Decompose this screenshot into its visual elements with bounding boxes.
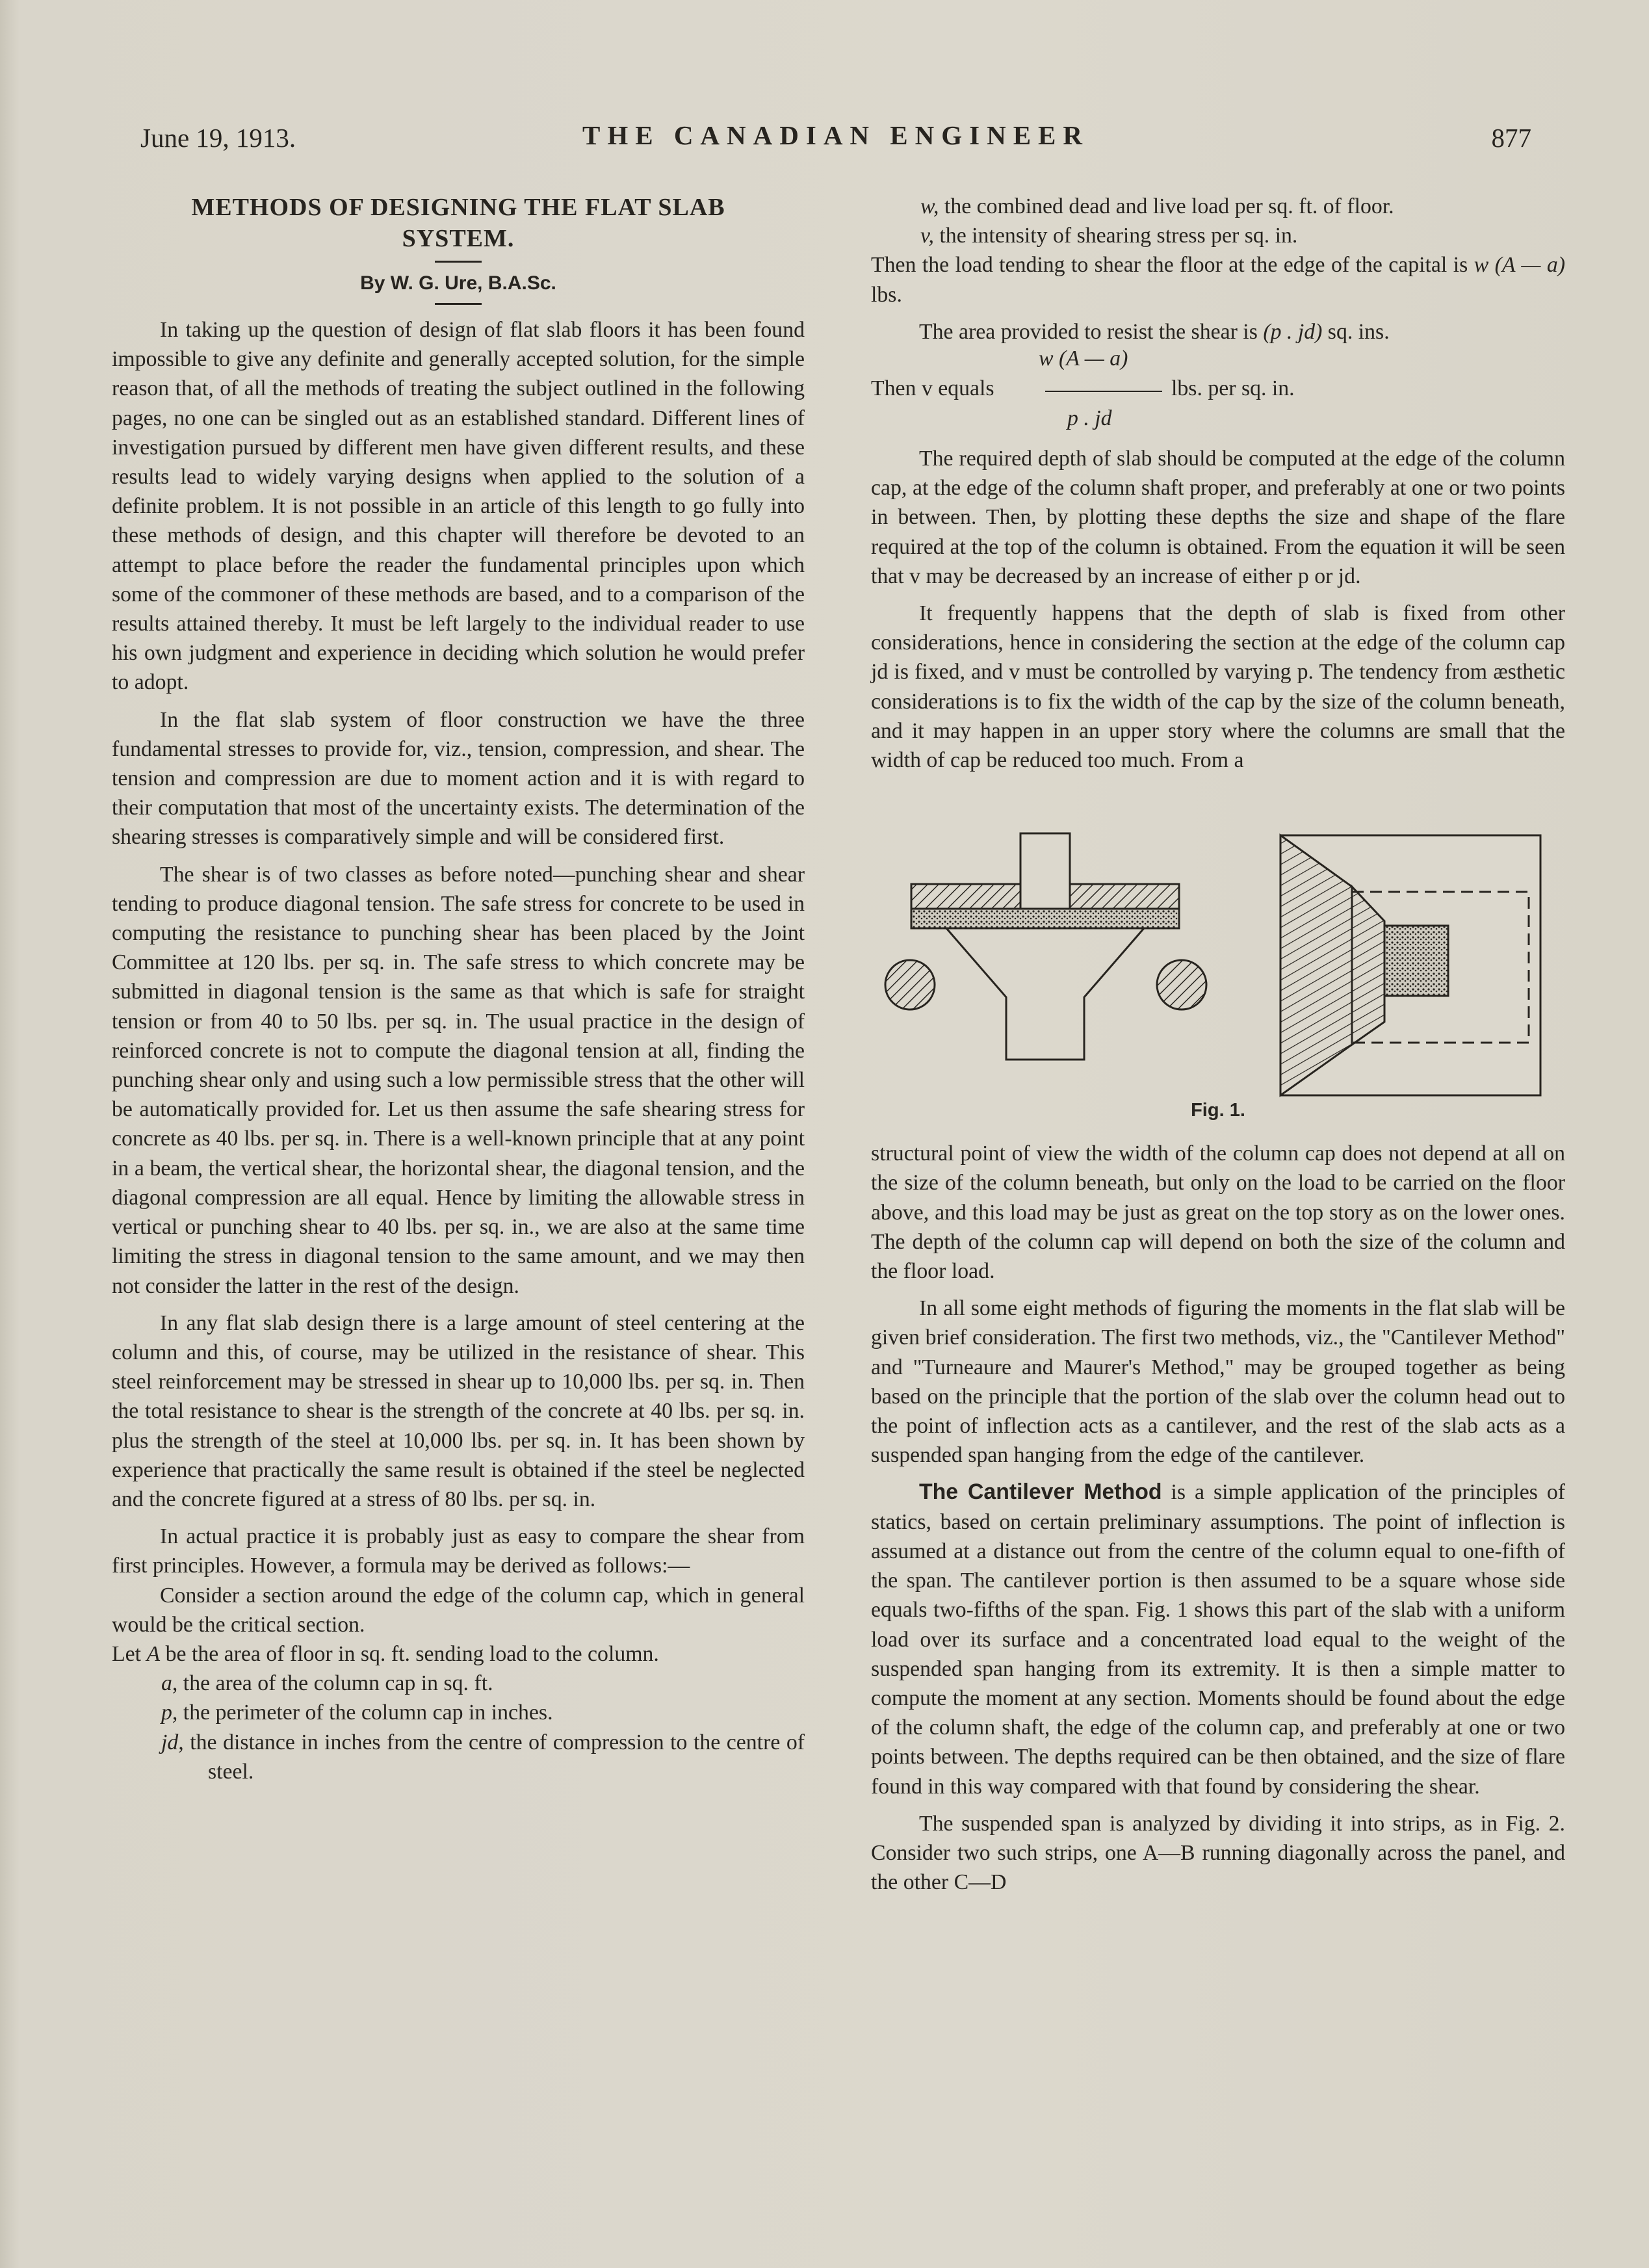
paragraph: In the flat slab system of floor construction we have the three fundamental stresses to provide for, viz., tension, compression, and shear. The tension and compression are due to moment action and it is with regard to their computation that most of the uncertainty exists. The determination of the shearing stresses is comparatively simple and will be considered first. [112,707,805,850]
shear-formula [871,346,1565,436]
def-text: the distance in inches from the centre of compression to the centre of steel. [183,1730,805,1784]
definition-v [871,221,1565,250]
area-text: The area provided to resist the shear is [919,319,1264,344]
load-text: Then the load tending to shear the floor at the edge of the capital is [871,253,1474,278]
fraction-bar [1045,391,1162,392]
byline-rule [435,303,482,305]
issue-date: June 19, 1913. [140,123,296,153]
var-jd: jd, [161,1730,184,1754]
load-formula: w (A — a) [1474,253,1565,278]
load-circle-right [1157,960,1206,1010]
paragraph: In any flat slab design there is a large amount of steel centering at the column and this, of course, may be utilized in the resistance of shear. This steel reinforcement may be stressed in shear up to 10,000 lbs. per sq. in. Then the total resistance to shear is the strength of the concrete at 40 lbs. per sq. in. plus the strength of the steel at 10,000 lbs. per sq. in. It has been shown by experience that practically the same result is obtained if the steel be neglected and the concrete figured at a stress of 80 lbs. per sq. in. [112,1310,805,1511]
paragraph: The required depth of slab should be computed at the edge of the column cap, at the edge of the column shaft proper, and preferably at one or two points in between. Then, by plotting these depths the size and shape of the flare required at the top of the column is obtained. From the equation it will be seen that v may be decreased by an increase of either p or jd. [871,447,1565,588]
plan-view [1280,835,1540,1095]
definition-A [112,1639,805,1669]
def-text: be the area of floor in sq. ft. sending load to the column. [160,1641,659,1666]
paragraph: structural point of view the width of the column cap does not depend at all on the size of the column beneath, but only on the load to be carried on the floor above, and this load may be just as great on the top story as on the lower ones. The depth of the column cap will depend on both the size of the column and the floor load. [871,1141,1565,1284]
var-v: v, [920,224,934,248]
section-heading: The Cantilever Method [919,1479,1162,1505]
definition-jd [112,1728,805,1786]
paragraph: In actual practice it is probably just as easy to compare the shear from first principles. However, a formula may be derived as follows:— [112,1524,805,1578]
area-formula: (p . jd) [1263,319,1323,344]
definition-p [112,1698,805,1727]
slab-hatch-left [911,884,1020,909]
let-prefix: Let [112,1641,147,1666]
load-circle-left [885,960,935,1010]
var-w: w, [920,194,939,218]
definition-a [112,1669,805,1698]
area-unit: sq. ins. [1322,319,1390,344]
paragraph: The suspended span is analyzed by dividing it into strips, as in Fig. 2. Consider two such strips, one A—B running diagonally across the panel, and the other C—D [871,1811,1565,1895]
title-line-1: METHODS OF DESIGNING THE FLAT SLAB [191,194,725,221]
paragraph: The shear is of two classes as before noted—punching shear and shear tending to produce diagonal tension. The safe stress for concrete to be used in computing the resistance to punching shear has been placed by the Joint Committee at 120 lbs. per sq. in. The safe stress to which concrete may be submitted in diagonal tension is the same as that which is safe for straight tension or from 40 to 50 lbs. per sq. in. The usual practice in the design of reinforced concrete is not to compute the diagonal tension at all, finding the punching shear only and using such a low permissible stress that the other will be automatically provided for. Let us then assume the safe shearing stress for concrete as 40 lbs. per sq. in. There is a well-known principle that at any point in a beam, the vertical shear, the horizontal shear, the diagonal tension, and the diagonal compression are all equal. Hence by limiting the allowable stress in vertical or punching shear to 40 lbs. per sq. in., we are also at the same time limiting the stress in diagonal tension to the same amount, and we may then not consider the latter in the rest of the design. [112,862,805,1298]
area-statement [871,317,1565,346]
slab-hatch-right [1070,884,1179,909]
var-A: A [146,1641,161,1666]
def-text: the area of the column cap in sq. ft. [177,1671,493,1696]
left-column [112,192,805,1786]
formula-label: Then v equals [871,376,994,401]
var-a: a, [161,1671,178,1696]
paragraph-body: is a simple application of the principles of statics, based on certain preliminary assumptions. The point of inflection is assumed at a distance out from the centre of the column equal to one-fifth of the span. The cantilever portion is then assumed to be a square whose side equals two-fifths of the span. Fig. 1 shows this part of the slab with a uniform load over its surface and a concentrated load equal to the weight of the suspended span hanging from its extremity. It is then a simple matter to compute the moment at any section. Moments should be found about the edge of the column shaft, the edge of the column cap, and preferably at one or two points between. The depths required can be then obtained, and the size of flare found in this way compared with that found by considering the shear. [871,1480,1565,1799]
journal-title: THE CANADIAN ENGINEER [582,120,1089,150]
column-section [1384,926,1448,996]
formula-unit: lbs. per sq. in. [1171,376,1295,401]
column-shaft-above [1020,833,1070,911]
var-p: p, [161,1701,178,1725]
figure-1 [871,775,1565,1139]
page-number: 877 [1491,123,1531,153]
title-rule [435,261,482,263]
right-column [871,192,1565,1897]
byline: By W. G. Ure, B.A.Sc. [360,272,556,294]
paragraph: In taking up the question of design of flat slab floors it has been found impossible to give any definite and generally accepted solution, for the simple reason that, of all the methods of treating the subject outlined in the following pages, no one can be singled out as an established standard. Different lines of investigation pursued by different men have given different results, and these results lead to widely varying designs when applied to the solution of a definite problem. It is not possible in an article of this length to go fully into these methods of design, and this chapter will therefore be devoted to an attempt to place before the reader the fundamental principles upon which some of the commoner of these methods are based, and to a comparison of the results attained thereby. It must be left largely to the individual reader to use his own judgment and experience in deciding which solution he would prefer to adopt. [112,318,805,695]
def-text: the intensity of shearing stress per sq. in. [933,224,1298,248]
article-title [112,192,805,254]
load-unit: lbs. [871,282,902,307]
formula-numerator: w (A — a) [1039,346,1128,371]
figure-caption: Fig. 1. [1191,1100,1245,1121]
def-text: the perimeter of the column cap in inches. [177,1701,553,1725]
paragraph: It frequently happens that the depth of slab is fixed from other considerations, hence in considering the section at the edge of the column cap jd is fixed, and v must be controlled by varying p. The tendency from æsthetic considerations is to fix the width of the cap by the size of the column beneath, and it may happen in an upper story where the columns are small that the width of cap be reduced too much. From a [871,601,1565,773]
def-text: the combined dead and live load per sq. ft. of floor. [939,194,1394,218]
slab-concrete-band [911,909,1179,928]
column-capital-outline [946,928,1144,1060]
figure-1-drawing [871,775,1565,1100]
running-header [140,117,1531,163]
section-view [885,833,1206,1060]
definition-w [871,192,1565,221]
title-line-2: SYSTEM. [402,225,515,252]
paragraph [871,1478,1565,1801]
paragraph: In all some eight methods of figuring the moments in the flat slab will be given brief consideration. The first two methods, viz., the "Cantilever Method" and "Turneaure and Maurer's Method," may be grouped together as being based on the principle that the portion of the slab over the column head out to the point of inflection acts as a cantilever, and the rest of the slab acts as a suspended span hanging from the edge of the cantilever. [871,1296,1565,1468]
paragraph: Consider a section around the edge of the column cap, which in general would be the critical section. [112,1583,805,1637]
formula-denominator: p . jd [1067,406,1112,431]
load-statement [871,250,1565,309]
